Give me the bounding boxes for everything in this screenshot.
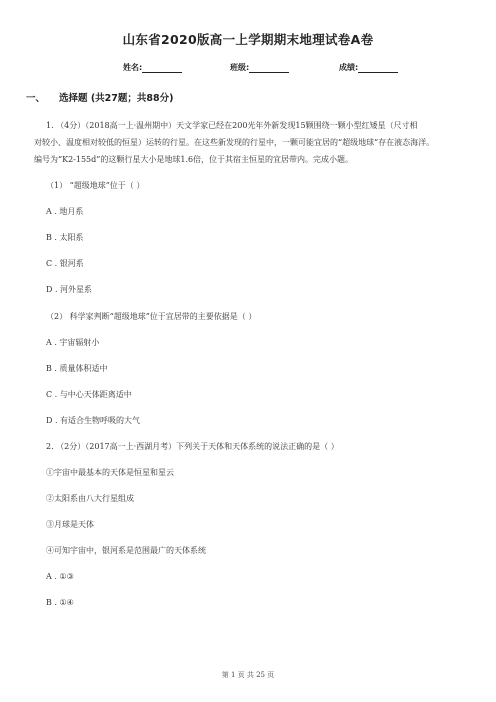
score-field: [339, 62, 398, 73]
page-footer: 第 1 页 共 25 页: [221, 671, 275, 679]
score-label: 成绩:: [339, 63, 359, 72]
section-title: 选择题 (共27题；共88分): [59, 93, 174, 104]
q1-stem-line-2: 对较小、温度相对较低的恒星）运转的行星。在这些新发现的行星中，一颗可能宜居的“超级地球”存在液态海洋。: [34, 138, 435, 147]
q1-sub1-option-c: C . 银河系: [46, 259, 84, 268]
q1-sub2-option-c: C . 与中心天体距离适中: [46, 390, 132, 399]
q1-sub1-option-a: A . 地月系: [46, 207, 84, 216]
q2-statement-3: ③月球是天体: [46, 520, 94, 529]
class-label: 班级:: [230, 63, 250, 72]
q1-sub1-option-d: D . 河外星系: [46, 285, 93, 294]
exam-title: 山东省2020版高一上学期期末地理试卷A卷: [122, 32, 374, 47]
class-field: [230, 62, 289, 73]
q2-option-b: B . ①④: [46, 598, 74, 607]
q1-sub1-option-b: B . 太阳系: [46, 233, 84, 242]
student-info-row: [0, 62, 496, 76]
q1-sub1-stem: （1） “超级地球”位于（ ）: [46, 181, 145, 190]
section-heading: [26, 90, 173, 104]
q2-statement-1: ①宇宙中最基本的天体是恒星和星云: [46, 468, 174, 477]
name-field: [123, 62, 182, 73]
q1-stem-line-1: 1. （4分）（2018高一上·温州期中）天文学家已经在200光年外新发现15颗围绕一颗小型红矮星（尺寸相: [46, 121, 418, 130]
q1-sub2-option-a: A . 宇宙辐射小: [46, 338, 100, 347]
q2-statement-2: ②太阳系由八大行星组成: [46, 494, 134, 503]
q2-stem: 2. （2分）（2017高一上·西湖月考）下列关于天体和天体系统的说法正确的是（ ）: [46, 442, 339, 451]
score-blank: [358, 63, 398, 73]
section-number: 一、: [26, 93, 46, 104]
q1-sub2-stem: （2） 科学家判断“超级地球”位于宜居带的主要依据是（ ）: [46, 312, 257, 321]
name-label: 姓名:: [123, 63, 143, 72]
q1-sub2-option-d: D . 有适合生物呼吸的大气: [46, 416, 141, 425]
q1-sub2-option-b: B . 质量体积适中: [46, 364, 108, 373]
q2-option-a: A . ①③: [46, 572, 74, 581]
q2-statement-4: ④可知宇宙中，银河系是范围最广的天体系统: [46, 546, 206, 555]
class-blank: [249, 63, 289, 73]
name-blank: [142, 63, 182, 73]
q1-stem-line-3: 编号为“K2-155d”的这颗行星大小是地球1.6倍，位于其宿主恒星的宜居带内。完成小题。: [34, 155, 354, 164]
